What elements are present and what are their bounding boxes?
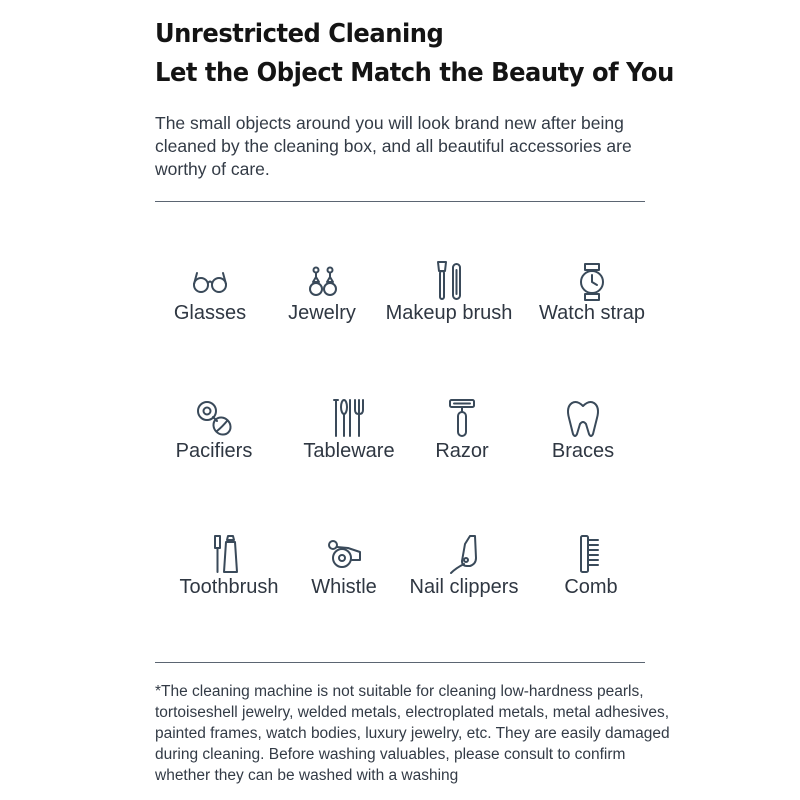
item-label: Toothbrush (179, 576, 279, 598)
item-label: Tableware (303, 440, 395, 462)
glasses-icon (188, 258, 232, 302)
whistle-icon (322, 532, 366, 576)
pacifier-icon (192, 396, 236, 440)
item-label: Whistle (311, 576, 377, 598)
tableware-icon (327, 396, 371, 440)
item-label: Watch strap (539, 302, 645, 324)
bottom-divider (155, 662, 645, 663)
disclaimer-note: *The cleaning machine is not suitable for cleaning low-hardness pearls, tortoiseshell jewelry, welded metals, electroplated metals, metal adhesives, painted frames, watch bodies, luxury jewelry, etc. They are easily damaged during cleaning. Before washing valuables, please consult to confirm whether they can be washed with a washing (155, 683, 670, 784)
item-label: Pacifiers (175, 440, 253, 462)
intro-paragraph: The small objects around you will look brand new after being cleaned by the cleaning box, and all beautiful accessories are worthy of care. (155, 113, 632, 179)
item-label: Comb (564, 576, 618, 598)
toothbrush-icon (207, 532, 251, 576)
headline-line-1: Unrestricted Cleaning (155, 19, 444, 49)
top-divider (155, 201, 645, 202)
item-label: Nail clippers (409, 576, 519, 598)
item-label: Jewelry (288, 302, 356, 324)
razor-icon (440, 396, 484, 440)
makeup-brush-icon (427, 258, 471, 302)
watch-icon (570, 258, 614, 302)
nail-clippers-icon (442, 532, 486, 576)
item-label: Glasses (173, 302, 247, 324)
earrings-icon (300, 258, 344, 302)
comb-icon (569, 532, 613, 576)
item-label: Makeup brush (385, 302, 513, 324)
tooth-icon (561, 396, 605, 440)
headline-line-2: Let the Object Match the Beauty of You (155, 58, 674, 88)
item-label: Braces (551, 440, 615, 462)
item-label: Razor (435, 440, 489, 462)
